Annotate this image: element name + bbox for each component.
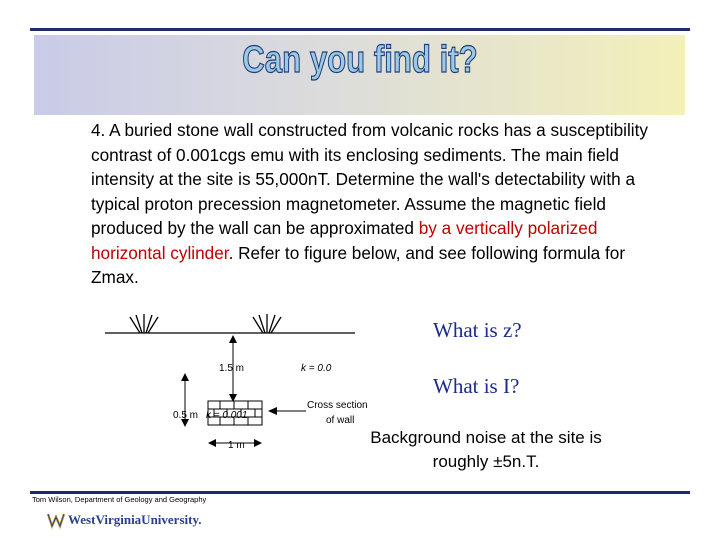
problem-highlight: by a vertically polarized horizontal cylinder — [91, 218, 598, 263]
width-label: 1 m — [228, 440, 245, 451]
problem-statement — [91, 118, 651, 290]
grass-tuft-right — [253, 314, 281, 333]
wvu-logo-icon — [46, 510, 66, 530]
grass-tuft-left — [130, 314, 158, 333]
background-noise-note: Background noise at the site is roughly ±5n.T. — [370, 428, 602, 471]
problem-text-after: . Refer to figure below, and see following formula for Zmax. — [91, 242, 626, 287]
cross-section-label-2: of wall — [326, 415, 355, 426]
question-i: What is I? — [433, 374, 520, 398]
wvu-logo — [46, 509, 202, 531]
slide-title: Can you find it? — [242, 39, 478, 81]
height-label: 0.5 m — [173, 410, 199, 421]
k-wall-label: k = 0.001 — [206, 410, 248, 421]
k-surround-label: k = 0.0 — [301, 363, 332, 374]
wall-cross-section-figure — [100, 305, 390, 465]
depth-label: 1.5 m — [219, 363, 245, 374]
bottom-rule — [30, 491, 690, 494]
top-rule — [30, 28, 690, 31]
wvu-logo-text: WestVirginiaUniversity. — [68, 512, 202, 527]
problem-text-before: 4. A buried stone wall constructed from volcanic rocks has a susceptibility contrast of 0.001cgs emu with its enclosing sediments. The main field intensity at the site is 55,000nT. Determine the wall's detectability with a typical proton precession magnetometer. Assume the magnetic field produced by the wall can be approximated — [91, 120, 648, 238]
cross-section-label-1: Cross section — [307, 400, 368, 411]
question-z: What is z? — [433, 318, 522, 342]
author-credit: Tom Wilson, Department of Geology and Geography — [32, 495, 207, 504]
